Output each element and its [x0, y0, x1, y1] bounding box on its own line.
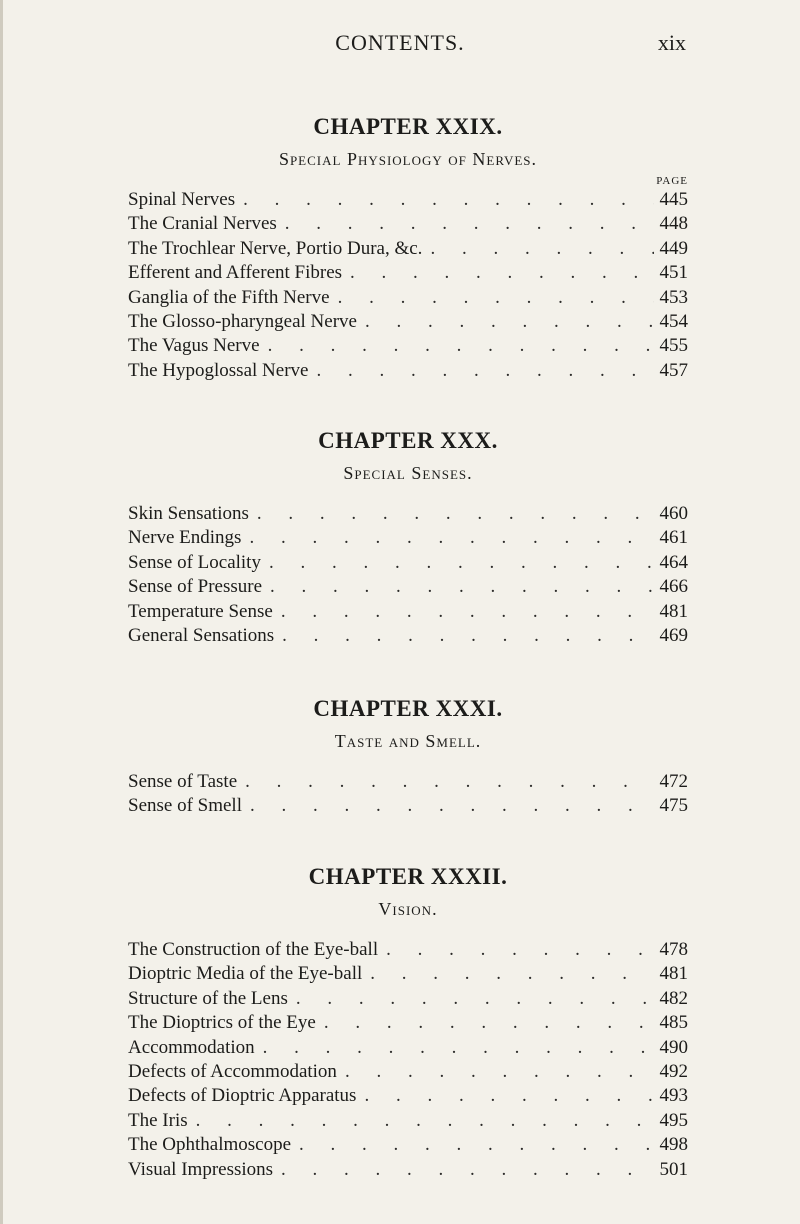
- leader-dots: [308, 359, 654, 383]
- leader-dots: [356, 1084, 654, 1108]
- toc-entry[interactable]: [128, 551, 688, 575]
- entry-page: 485: [659, 1012, 688, 1034]
- toc-entry[interactable]: [128, 261, 688, 285]
- entry-label: Spinal Nerves: [128, 189, 236, 210]
- entry-label: The Vagus Nerve: [128, 335, 260, 357]
- page-column-label: PAGE: [656, 175, 688, 187]
- entry-label: The Hypoglossal Nerve: [128, 359, 309, 381]
- entry-page: 478: [659, 939, 688, 960]
- entry-page: 501: [659, 1158, 688, 1180]
- toc-entry[interactable]: [128, 526, 688, 550]
- toc-entry[interactable]: [128, 770, 688, 794]
- toc-entry[interactable]: [128, 962, 688, 986]
- leader-dots: [274, 624, 654, 648]
- entry-page: 464: [659, 551, 688, 573]
- entry-page: 481: [659, 963, 688, 985]
- leader-dots: [330, 286, 654, 310]
- entry-page: 460: [659, 503, 688, 524]
- entry-page: 445: [659, 189, 688, 210]
- toc-entry[interactable]: [128, 286, 688, 310]
- leader-dots: [188, 1109, 654, 1133]
- toc-entry[interactable]: [128, 794, 688, 818]
- entry-label: Sense of Locality: [128, 551, 261, 573]
- chapter-section: [128, 692, 688, 819]
- entry-label: Defects of Dioptric Apparatus: [128, 1085, 357, 1107]
- entry-label: Nerve Endings: [128, 527, 242, 549]
- toc-entry[interactable]: [128, 1084, 688, 1108]
- toc-entry[interactable]: [128, 575, 688, 599]
- entry-page: 495: [659, 1109, 688, 1131]
- entry-page: 451: [659, 262, 688, 284]
- entry-label: Sense of Smell: [128, 795, 242, 817]
- page-edge: [0, 0, 3, 1224]
- leader-dots: [260, 334, 654, 358]
- entry-label: The Dioptrics of the Eye: [128, 1012, 316, 1034]
- header-title: CONTENTS.: [335, 30, 465, 55]
- toc-entry[interactable]: [128, 212, 688, 236]
- entry-page: 481: [659, 600, 688, 622]
- entry-page: 455: [659, 335, 688, 357]
- leader-dots: [261, 551, 654, 575]
- entry-page: 461: [659, 527, 688, 549]
- leader-dots: [249, 502, 654, 526]
- toc-entry[interactable]: [128, 1158, 688, 1182]
- chapter-section: [128, 860, 688, 1182]
- entry-label: Accommodation: [128, 1036, 255, 1058]
- toc-entry[interactable]: [128, 237, 688, 261]
- entry-label: Dioptric Media of the Eye-ball: [128, 963, 363, 985]
- running-header: [0, 30, 800, 60]
- header-page-number: xix: [657, 30, 686, 55]
- entry-page: 449: [659, 237, 688, 259]
- leader-dots: [241, 526, 654, 550]
- chapter-subtitle: Special Senses.: [343, 463, 473, 483]
- leader-dots: [362, 962, 654, 986]
- entry-page: 492: [659, 1060, 688, 1082]
- chapter-title: CHAPTER XXIX.: [313, 114, 503, 139]
- toc-entry[interactable]: [128, 938, 688, 962]
- toc-entry[interactable]: [128, 334, 688, 358]
- entry-label: The Cranial Nerves: [128, 213, 277, 235]
- toc-entry[interactable]: [128, 188, 688, 212]
- entry-label: Defects of Accommodation: [128, 1060, 337, 1082]
- entry-label: The Glosso-pharyngeal Nerve: [128, 310, 357, 332]
- entry-label: Structure of the Lens: [128, 987, 288, 1009]
- toc-entry[interactable]: [128, 1011, 688, 1035]
- leader-dots: [237, 770, 654, 794]
- leader-dots: [316, 1011, 654, 1035]
- entry-label: Visual Impressions: [128, 1158, 274, 1180]
- entry-page: 448: [659, 213, 688, 235]
- entry-label: Sense of Pressure: [128, 576, 263, 598]
- entry-page: 454: [659, 310, 688, 332]
- leader-dots: [273, 1158, 654, 1182]
- entry-page: 482: [659, 987, 688, 1009]
- toc-entry[interactable]: [128, 600, 688, 624]
- entry-label: The Construction of the Eye-ball: [128, 939, 379, 960]
- toc-entry[interactable]: [128, 987, 688, 1011]
- entry-label: The Ophthalmoscope: [128, 1134, 292, 1156]
- leader-dots: [291, 1133, 654, 1157]
- toc-entry[interactable]: [128, 1036, 688, 1060]
- toc-entry[interactable]: [128, 1133, 688, 1157]
- leader-dots: [337, 1060, 654, 1084]
- entry-page: 466: [659, 576, 688, 598]
- toc-entry[interactable]: [128, 502, 688, 526]
- entry-page: 490: [659, 1036, 688, 1058]
- leader-dots: [342, 261, 654, 285]
- entry-label: Sense of Taste: [128, 771, 238, 792]
- chapter-title: CHAPTER XXXII.: [308, 864, 508, 889]
- entry-page: 453: [659, 286, 688, 308]
- leader-dots: [262, 575, 654, 599]
- entry-page: 498: [659, 1134, 688, 1156]
- entry-label: The Iris: [128, 1109, 188, 1131]
- entry-label: Efferent and Afferent Fibres: [128, 262, 343, 284]
- leader-dots: [255, 1036, 654, 1060]
- chapter-subtitle: Vision.: [378, 899, 438, 919]
- entry-label: Skin Sensations: [128, 503, 249, 524]
- leader-dots: [277, 212, 654, 236]
- chapter-title: CHAPTER XXXI.: [313, 696, 503, 721]
- entry-page: 475: [659, 795, 688, 817]
- chapter-section: [128, 424, 688, 648]
- toc-entry[interactable]: [128, 1109, 688, 1133]
- entry-label: Ganglia of the Fifth Nerve: [128, 286, 330, 308]
- entry-label: Temperature Sense: [128, 600, 273, 622]
- entry-page: 457: [659, 359, 688, 381]
- chapter-subtitle: Taste and Smell.: [334, 731, 482, 751]
- leader-dots: [273, 600, 654, 624]
- leader-dots: [422, 237, 654, 261]
- toc-entry[interactable]: [128, 1060, 688, 1084]
- leader-dots: [242, 794, 654, 818]
- toc-entry[interactable]: [128, 310, 688, 334]
- entry-page: 472: [659, 771, 688, 792]
- entry-page: 493: [659, 1085, 688, 1107]
- chapter-section: [128, 110, 688, 383]
- entry-label: General Sensations: [128, 624, 275, 646]
- entry-label: The Trochlear Nerve, Portio Dura, &c.: [128, 237, 423, 259]
- leader-dots: [288, 987, 654, 1011]
- toc-entry[interactable]: [128, 359, 688, 383]
- leader-dots: [378, 938, 654, 962]
- leader-dots: [235, 188, 654, 212]
- entry-page: 469: [659, 624, 688, 646]
- chapter-subtitle: Special Physiology of Nerves.: [278, 149, 538, 169]
- toc-entry[interactable]: [128, 624, 688, 648]
- chapter-title: CHAPTER XXX.: [318, 428, 498, 453]
- leader-dots: [357, 310, 654, 334]
